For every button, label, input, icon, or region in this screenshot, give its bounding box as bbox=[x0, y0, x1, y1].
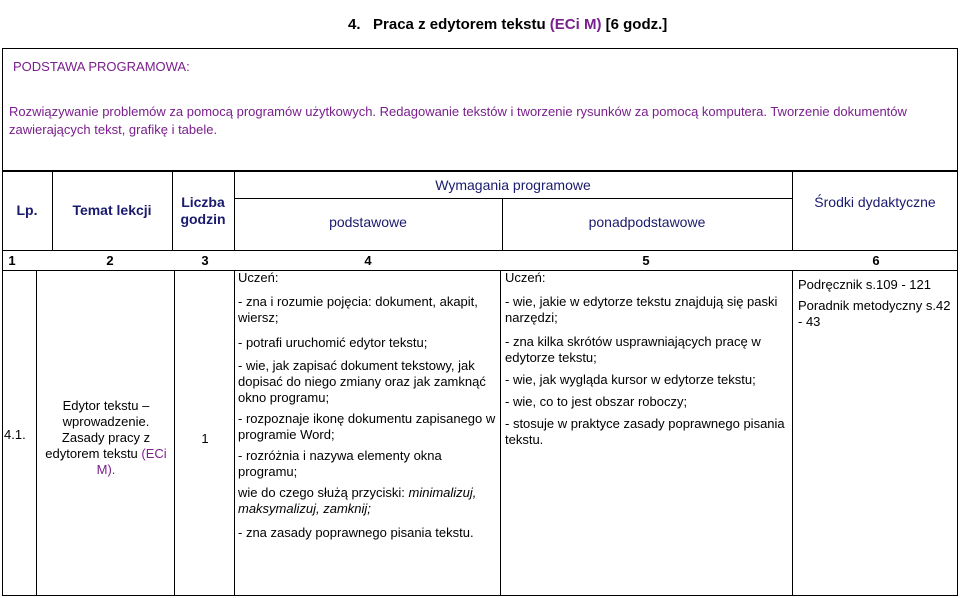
col-number-1: 1 bbox=[8, 253, 16, 268]
header-hours: Liczba godzin bbox=[180, 194, 226, 227]
basic-item: - potrafi uruchomić edytor tekstu; bbox=[238, 335, 428, 350]
advanced-requirements bbox=[505, 270, 787, 452]
header-advanced: ponadpodstawowe bbox=[588, 214, 706, 230]
section-title-text: Praca z edytorem tekstu bbox=[373, 16, 550, 33]
section-number: 4. bbox=[348, 16, 361, 33]
col-number-3: 3 bbox=[201, 253, 209, 268]
basic-intro: Uczeń: bbox=[238, 270, 279, 285]
col-number-2: 2 bbox=[106, 253, 114, 268]
basic-item: - zna zasady poprawnego pisania tekstu. bbox=[238, 525, 474, 540]
basic-item: - rozpoznaje ikonę dokumentu zapisanego w programie Word; bbox=[238, 411, 496, 442]
advanced-item: - wie, co to jest obszar roboczy; bbox=[505, 394, 688, 409]
section-title bbox=[348, 16, 768, 34]
basic-item: - rozróżnia i nazywa elementy okna programu; bbox=[238, 448, 442, 479]
header-basic: podstawowe bbox=[329, 214, 407, 230]
col-number-4: 4 bbox=[364, 253, 372, 268]
basic-buttons-item bbox=[238, 485, 496, 517]
row-hours: 1 bbox=[201, 431, 209, 446]
basic-requirements bbox=[238, 270, 496, 545]
basis-body: Rozwiązywanie problemów za pomocą programów użytkowych. Redagowanie tekstów i tworzenie rysunków za pomocą komputera. Tworzenie dokumentów zawierających tekst, grafikę i tabele. bbox=[9, 104, 907, 137]
basis-box bbox=[2, 48, 958, 172]
section-title-hours: [6 godz.] bbox=[601, 16, 668, 33]
resource-textbook: Podręcznik s.109 - 121 bbox=[798, 277, 931, 292]
advanced-intro: Uczeń: bbox=[505, 270, 546, 285]
header-topic: Temat lekcji bbox=[72, 202, 152, 218]
teaching-resources bbox=[798, 277, 954, 330]
advanced-item: - wie, jak wygląda kursor w edytorze tekstu; bbox=[505, 372, 756, 387]
basis-label: PODSTAWA PROGRAMOWA: bbox=[13, 59, 190, 74]
section-title-ecim: (ECi M) bbox=[549, 16, 602, 33]
row-lp: 4.1. bbox=[4, 427, 26, 442]
basic-item: - zna i rozumie pojęcia: dokument, akapit, wiersz; bbox=[238, 294, 478, 325]
basic-item: - wie, jak zapisać dokument tekstowy, jak dopisać do niego zmiany oraz jak zamknąć okno programu; bbox=[238, 358, 486, 405]
col-number-6: 6 bbox=[872, 253, 880, 268]
col-number-5: 5 bbox=[642, 253, 650, 268]
header-lp: Lp. bbox=[16, 202, 38, 218]
advanced-item: - stosuje w praktyce zasady poprawnego pisania tekstu. bbox=[505, 416, 785, 447]
header-requirements: Wymagania programowe bbox=[435, 177, 591, 193]
basic-buttons-names: minimalizuj, maksymalizuj, zamknij; bbox=[238, 485, 477, 516]
resource-guide: Poradnik metodyczny s.42 - 43 bbox=[798, 298, 951, 329]
row-topic-text: Edytor tekstu – wprowadzenie. Zasady pracy z edytorem tekstu bbox=[45, 398, 151, 461]
row-topic-ecim: (ECi M). bbox=[96, 446, 167, 477]
header-resources: Środki dydaktyczne bbox=[814, 194, 936, 210]
advanced-item: - zna kilka skrótów usprawniających pracę w edytorze tekstu; bbox=[505, 334, 761, 365]
row-topic bbox=[44, 398, 168, 478]
basic-buttons-text: wie do czego służą przyciski: bbox=[238, 485, 409, 500]
advanced-item: - wie, jakie w edytorze tekstu znajdują się paski narzędzi; bbox=[505, 294, 778, 325]
